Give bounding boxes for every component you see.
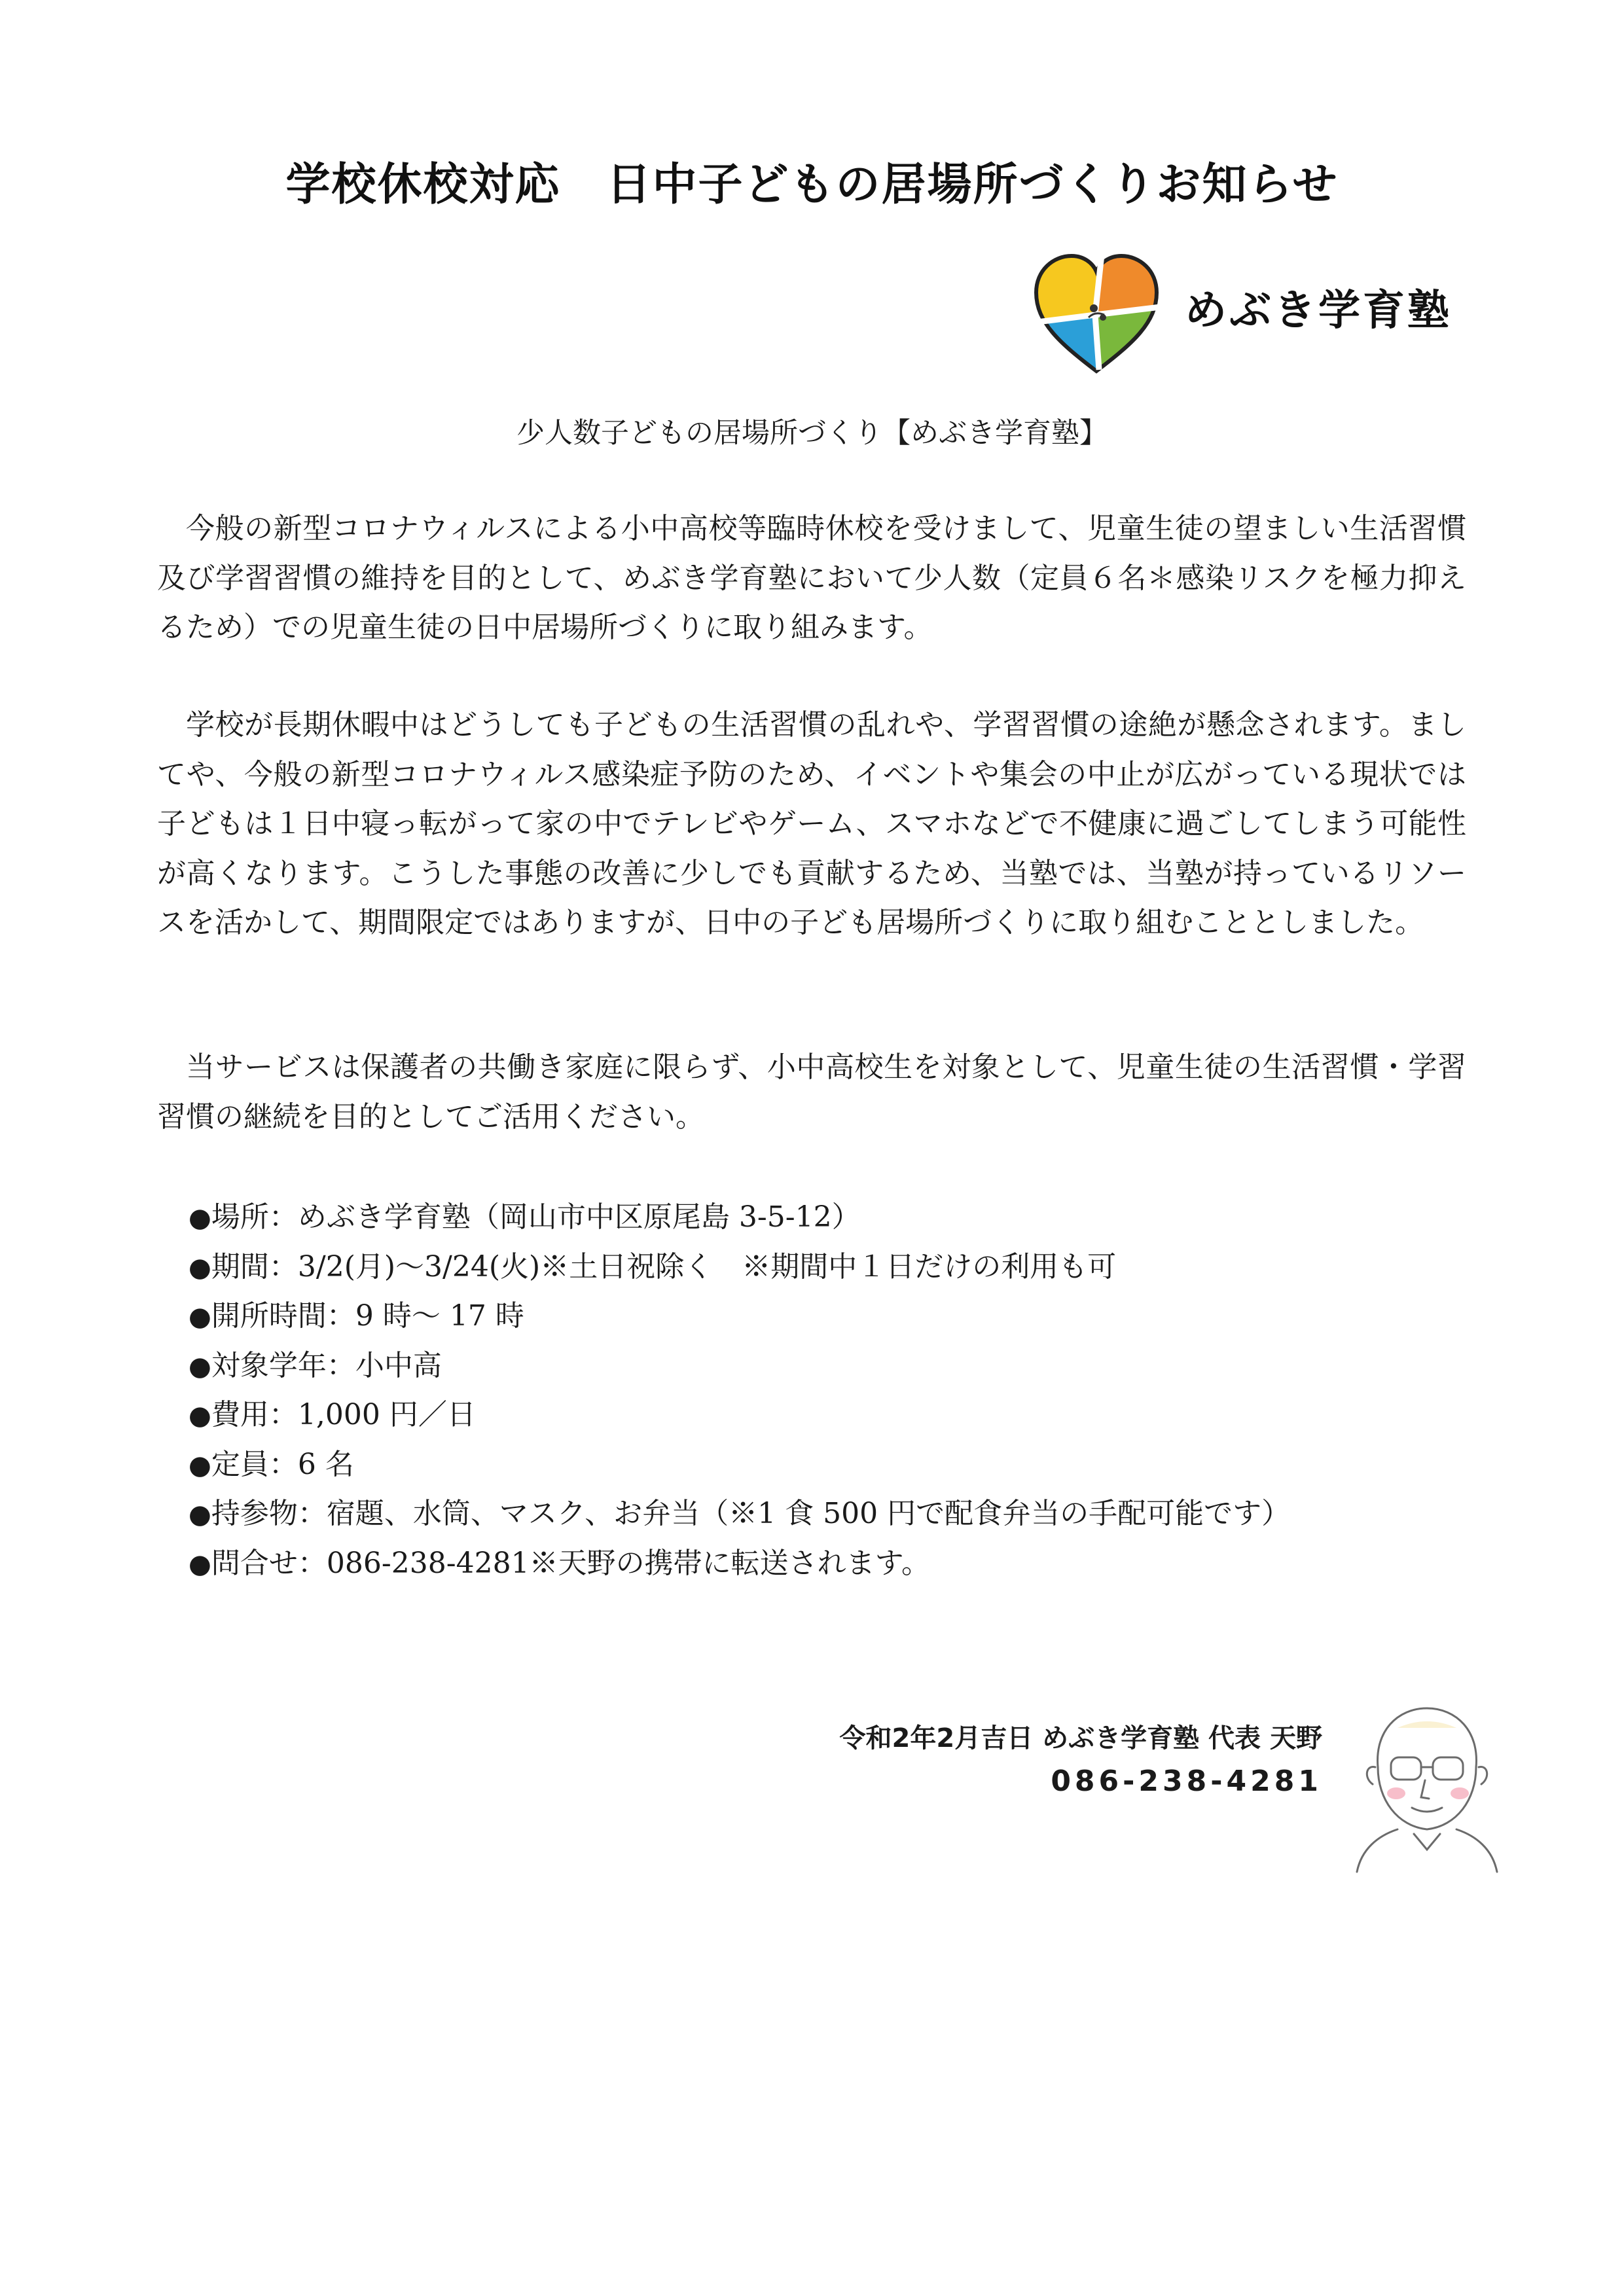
details-list — [189, 1193, 1290, 1588]
detail-item-fee: ●費用：1,000 円／日 — [189, 1398, 476, 1431]
subtitle: 少人数子どもの居場所づくり【めぶき学育塾】 — [516, 417, 1108, 450]
detail-item-capacity: ●定員：6 名 — [189, 1447, 354, 1481]
bullet-icon: ● — [189, 1302, 211, 1332]
org-logo — [1031, 252, 1489, 376]
bullet-icon: ● — [189, 1351, 211, 1382]
bullet-icon: ● — [189, 1252, 211, 1283]
detail-item-hours: ●開所時間：9 時～ 17 時 — [189, 1299, 524, 1333]
bullet-icon: ● — [189, 1450, 211, 1480]
paragraph-background: 学校が長期休暇中はどうしても子どもの生活習慣の乱れや、学習習慣の途絶が懸念されます。ましてや、今般の新型コロナウィルス感染症予防のため、イベントや集会の中止が広がっている現状では子どもは１日中寝っ転がって家の中でテレビやゲーム、スマホなどで不健康に過ごしてしまう可能性が高くなります。こうした事態の改善に少しでも貢献するため、当塾では、当塾が持っているリソースを活かして、期間限定ではありますが、日中の子ども居場所づくりに取り組むこととしました。 — [157, 708, 1466, 939]
bullet-icon: ● — [189, 1401, 211, 1431]
signature-block — [700, 1718, 1322, 1804]
detail-item-belongings: ●持参物：宿題、水筒、マスク、お弁当（※1 食 500 円で配食弁当の手配可能です） — [189, 1497, 1291, 1530]
bullet-icon: ● — [189, 1203, 211, 1233]
detail-item-grades: ●対象学年：小中高 — [189, 1348, 442, 1382]
bullet-icon: ● — [189, 1549, 211, 1579]
signature-date-name: 令和2年2月吉日 めぶき学育塾 代表 天野 — [839, 1723, 1322, 1753]
portrait-illustration-icon — [1352, 1695, 1502, 1878]
detail-item-location: ●場所：めぶき学育塾（岡山市中区原尾島 3-5-12） — [189, 1200, 861, 1234]
bullet-icon: ● — [189, 1499, 211, 1530]
signature-phone: 086-238-4281 — [1051, 1765, 1322, 1798]
org-name: めぶき学育塾 — [1185, 287, 1452, 335]
detail-item-contact: ●問合せ：086-238-4281※天野の携帯に転送されます。 — [189, 1546, 931, 1580]
detail-item-period: ●期間：3/2(月)～3/24(火)※土日祝除く ※期間中１日だけの利用も可 — [189, 1249, 1117, 1283]
heart-logo-icon — [1031, 252, 1162, 376]
paragraph-usage: 当サービスは保護者の共働き家庭に限らず、小中高校生を対象として、児童生徒の生活習慣・学習習慣の継続を目的としてご活用ください。 — [157, 1050, 1466, 1134]
paragraph-intro: 今般の新型コロナウィルスによる小中高校等臨時休校を受けまして、児童生徒の望ましい生活習慣及び学習習慣の維持を目的として、めぶき学育塾において少人数（定員６名＊感染リスクを極力抑えるため）での児童生徒の日中居場所づくりに取り組みます。 — [157, 512, 1466, 644]
page-title: 学校休校対応 日中子どもの居場所づくりお知らせ — [285, 159, 1339, 211]
